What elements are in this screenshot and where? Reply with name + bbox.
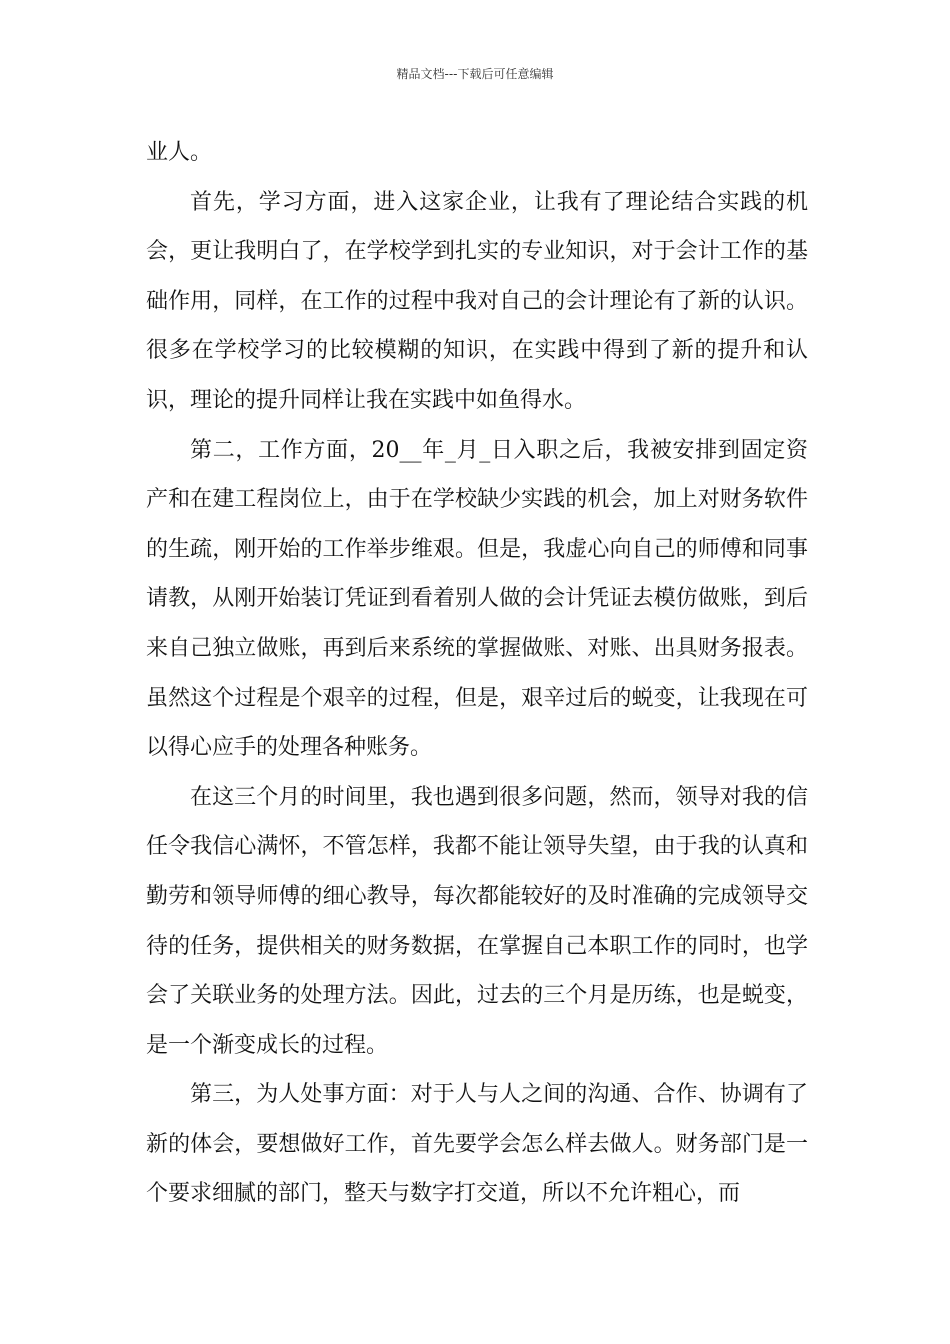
paragraph-2: 首先，学习方面，进入这家企业，让我有了理论结合实践的机会，更让我明白了，在学校学到扎实的专业知识，对于会计工作的基础作用，同样，在工作的过程中我对自己的会计理论有了新的认识。很多在学校学习的比较模糊的知识，在实践中得到了新的提升和认识，理论的提升同样让我在实践中如鱼得水。 [146,189,808,413]
paragraph-1: 业人。 [146,140,213,165]
paragraph-4: 在这三个月的时间里，我也遇到很多问题，然而，领导对我的信任令我信心满怀，不管怎样，我都不能让领导失望，由于我的认真和勤劳和领导师傅的细心教导，每次都能较好的及时准确的完成领导交待的任务，提供相关的财务数据，在掌握自己本职工作的同时，也学会了关联业务的处理方法。因此，过去的三个月是历练，也是蜕变，是一个渐变成长的过程。 [146,784,808,1058]
page-header: 精品文档---下载后可任意编辑 [396,67,554,81]
document-body [146,128,808,1219]
paragraph-5: 第三，为人处事方面：对于人与人之间的沟通、合作、协调有了新的体会，要想做好工作，首先要学会怎么样去做人。财务部门是一个要求细腻的部门，整天与数字打交道，所以不允许粗心，而 [146,1082,808,1207]
paragraph-3: 第二，工作方面，20__年_月_日入职之后，我被安排到固定资产和在建工程岗位上，由于在学校缺少实践的机会，加上对财务软件的生疏，刚开始的工作举步维艰。但是，我虚心向自己的师傅和同事请教，从刚开始装订凭证到看着别人做的会计凭证去模仿做账，到后来自己独立做账，再到后来系统的掌握做账、对账、出具财务报表。虽然这个过程是个艰辛的过程，但是，艰辛过后的蜕变，让我现在可以得心应手的处理各种账务。 [146,437,808,761]
